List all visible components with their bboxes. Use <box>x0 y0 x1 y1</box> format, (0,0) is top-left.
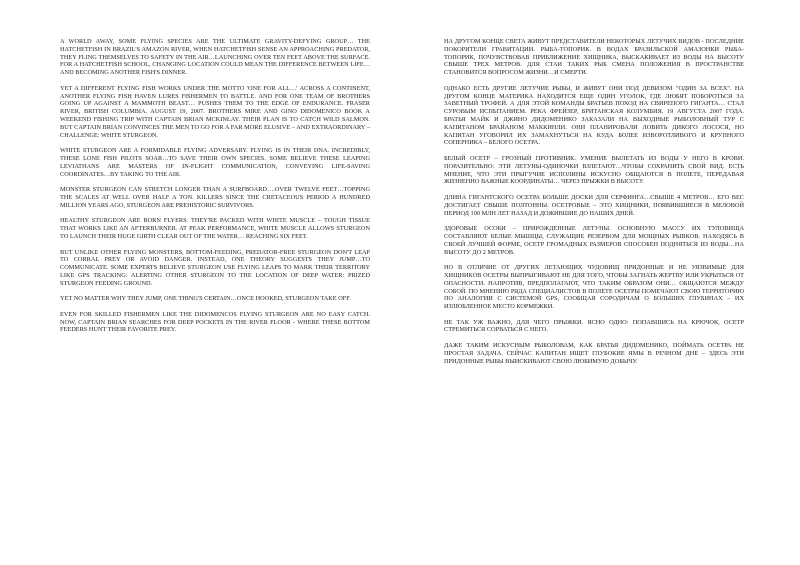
russian-paragraph: ДАЖЕ ТАКИМ ИСКУСНЫМ РЫБОЛОВАМ, КАК БРАТЬЯ ДИДОМЕНИКО, ПОЙМАТЬ ОСЕТРА НЕ ПРОСТАЯ ЗАДАЧА. СЕЙЧАС КАПИТАН ИЩЕТ ГЛУБОКИЕ ЯМЫ В РЕЧНОМ ДНЕ – ЗДЕСЬ ЭТИ ПРИДОННЫЕ РЫБЫ ВЫИСКИВАЮТ СВОЮ ЛЮБИМУЮ ДОБЫЧУ. <box>444 342 744 365</box>
english-paragraph: MONSTER STURGEON CAN STRETCH LONGER THAN A SURFBOARD….OVER TWELVE FEET…TOPPING THE SCALES AT WELL OVER HALF A TON. KILLERS SINCE THE CRETACEOUS PERIOD A HUNDRED MILLION YEARS AGO, STURGEON ARE PREHISTORIC SURVIVORS. <box>60 186 370 209</box>
russian-column <box>444 38 744 373</box>
english-paragraph: HEALTHY STURGEON ARE BORN FLYERS. THEY'RE PACKED WITH WHITE MUSCLE – TOUGH TISSUE THAT WORKS LIKE AN AFTERBURNER. AT PEAK PERFORMANCE, WHITE MUSCLE ALLOWS STURGEON TO LAUNCH THEIR HUGE GIRTH CLEAR OUT OF THE WATER… REACHING SIX FEET. <box>60 217 370 240</box>
russian-paragraph: ДЛИНА ГИГАНТСКОГО ОСЕТРА БОЛЬШЕ ДОСКИ ДЛЯ СЕРФИНГА…СВЫШЕ 4 МЕТРОВ… ЕГО ВЕС ДОСТИГАЕТ СВЫШЕ ПОЛТОННЫ. ОСЕТРОВЫЕ – ЭТО ХИЩНИКИ, ПОЯВИВШИЕСЯ В МЕЛОВОЙ ПЕРИОД 100 МЛН ЛЕТ НАЗАД И ДОЖИВШИЕ ДО НАШИХ ДНЕЙ. <box>444 193 744 217</box>
english-paragraph: WHITE STURGEON ARE A FORMIDABLE FLYING ADVERSARY. FLYING IS IN THEIR DNA. INCREDIBLY, THESE LONE FISH PILOTS SOAR…TO SAVE THEIR OWN SPECIES. SOME BELIEVE THESE LEAPING LEVIATHANS ARE MASTERS OF IN-FLIGHT COMMUNICATION, CONVEYING LIFE-SAVING COORDINATES…BY TAKING TO THE AIR. <box>60 147 370 178</box>
english-paragraph: YET NO MATTER WHY THEY JUMP, ONE THING'S CERTAIN…ONCE HOOKED, STURGEON TAKE OFF. <box>60 295 351 303</box>
russian-paragraph: НО В ОТЛИЧИЕ ОТ ДРУГИХ ЛЕТАЮЩИХ ЧУДОВИЩ ПРИДОННЫЕ И НЕ УЯЗВИМЫЕ ДЛЯ ХИЩНИКОВ ОСЕТРЫ ВЫПРЫГИВАЮТ НЕ ДЛЯ ТОГО, ЧТОБЫ ЗАГНАТЬ ЖЕРТВУ ИЛИ УКРЫТЬСЯ ОТ ОПАСНОСТИ. НАПРОТИВ, ПРЕДПОЛАГАЮТ, ЧТО ТАКИМ ОБРАЗОМ ОНИ… ОБЩАЮТСЯ МЕЖДУ СОБОЙ. ПО МНЕНИЮ РЯДА СПЕЦИАЛИСТОВ В ПОЛЕТЕ ОСЕТРЫ ПОМЕЧАЮТ СВОЮ ТЕРРИТОРИЮ ПО АНАЛОГИИ С СИСТЕМОЙ GPS, СООБЩАЯ СОРОДИЧАМ О БОЛЬШИХ ГЛУБИНАХ – ИХ ИЗЛЮБЛЕННОЕ МЕСТО КОРМЕЖКИ. <box>444 264 744 311</box>
russian-paragraph: ОДНАКО ЕСТЬ ДРУГИЕ ЛЕТУЧИЕ РЫБЫ, И ЖИВУТ ОНИ ПОД ДЕВИЗОМ "ОДИН ЗА ВСЕХ". НА ДРУГОМ КОНЦЕ МАТЕРИКА НАХОДИТСЯ ЕЩЕ ОДИН УГОЛОК, ГДЕ ЛЮБЯТ ПОБОРОТЬСЯ ЗА ЗАВЕТНЫЙ ТРОФЕЙ. А ДЛЯ ЭТОЙ КОМАНДЫ БРАТЬЕВ ПОХОД НА СВИРЕПОГО ГИГАНТА… СТАЛ СУРОВЫМ ИСПЫТАНИЕМ. РЕКА ФРЕЙЗЕР, БРИТАНСКАЯ КОЛУМБИЯ. 19 АВГУСТА 2007 ГОДА. БРАТЬЯ МАЙК И ДЖИНО ДИДОМЕНИКО ЗАКАЗАЛИ НА ВЫХОДНЫЕ РЫБОЛОВНЫЙ ТУР С КАПИТАНОМ БРАЙАНОМ МАККИНЛИ. ОНИ ПЛАНИРОВАЛИ ЛОВИТЬ ДИКОГО ЛОСОСЯ, НО КАПИТАН УГОВОРИЛ ИХ ЗАМАХНУТЬСЯ НА КУДА БОЛЕЕ ИЗВОРОТЛИВОГО И КРУПНОГО СОПЕРНИКА – БЕЛОГО ОСЕТРА. <box>444 84 744 147</box>
english-paragraph: A WORLD AWAY, SOME FLYING SPECIES ARE THE ULTIMATE GRAVITY-DEFYING GROUP… THE HATCHETFISH IN BRAZIL'S AMAZON RIVER, WHEN HATCHETFISH SENSE AN APPROACHING PREDATOR, THEY FLING THEMSELVES TO SAFETY IN THE AIR…LAUNCHING OVER TEN FEET ABOVE THE SURFACE. FOR A HATCHETFISH SCHOOL, CHANGING LOCATION COULD MEAN THE DIFFERENCE BETWEEN LIFE…AND BECOMING ANOTHER FISH'S DINNER. <box>60 38 370 77</box>
russian-paragraph: ЗДОРОВЫЕ ОСОБИ – ПРИРОЖДЕННЫЕ ЛЕТУНЫ. ОСНОВНУЮ МАССУ ИХ ТУЛОВИЩА СОСТАВЛЯЮТ БЕЛЫЕ МЫШЦЫ, СЛУЖАЩИЕ РЕЗЕРВОМ ДЛЯ МОЩНЫХ РЫВКОВ. НАХОДЯСЬ В СВОЕЙ ЛУЧШЕЙ ФОРМЕ, ОСЕТР ГРОМАДНЫХ РАЗМЕРОВ СПОСОБЕН ПОДНЯТЬСЯ ИЗ ВОДЫ…НА ВЫСОТУ ДО 2 МЕТРОВ. <box>444 225 744 256</box>
english-column <box>60 38 370 342</box>
russian-paragraph: НЕ ТАК УЖ ВАЖНО, ДЛЯ ЧЕГО ПРЫЖКИ. ЯСНО ОДНО: ПОПАВШИСЬ НА КРЮЧОК, ОСЕТР СТРЕМИТЬСЯ СОРВАТЬСЯ С НЕГО. <box>444 318 744 334</box>
russian-paragraph: НА ДРУГОМ КОНЦЕ СВЕТА ЖИВУТ ПРЕДСТАВИТЕЛИ НЕКОТОРЫХ ЛЕТУЧИХ ВИДОВ - ПОСЛЕДНИЕ ПОКОРИТЕЛИ ГРАВИТАЦИИ. РЫБА-ТОПОРИК. В ВОДАХ БРАЗИЛЬСКОЙ АМАЗОНКИ РЫБА-ТОПОРИК, ПОЧУВСТВОВАВ ПРИБЛИЖЕНИЕ ХИЩНИКА, ВЫСКАКИВАЕТ ИЗ ВОДЫ НА ВЫСОТУ СВЫШЕ ТРЕХ МЕТРОВ. ДЛЯ СТАИ ТАКИХ РЫБ СМЕНА ПОЛОЖЕНИЯ В ПРОСТРАНСТВЕ СТАНОВИТСЯ ВОПРОСОМ ЖИЗНИ…И СМЕРТИ. <box>444 38 744 77</box>
english-paragraph: YET A DIFFERENT FLYING FISH WORKS UNDER THE MOTTO 'ONE FOR ALL…' ACROSS A CONTINENT, ANOTHER FLYING FISH HAVEN LURES FISHERMEN TO BATTLE. AND FOR ONE TEAM OF BROTHERS GOING UP AGAINST A MAMMOTH BEAST… PUSHES THEM TO THE EDGE OF ENDURANCE. FRASER RIVER, BRITISH COLUMBIA. AUGUST 19, 2007. BROTHERS MIKE AND GINO DIDOMENICO BOOK A WEEKEND FISHING TRIP WITH CAPTAIN BRIAN MCKINLAY. THEIR PLAN IS TO CATCH WILD SALMON. BUT CAPTAIN BRIAN CONVINCES THE MEN TO GO FOR A FAR MORE ELUSIVE – AND EXTRAORDINARY – CHALLENGE: WHITE STURGEON. <box>60 84 370 139</box>
english-paragraph: BUT UNLIKE OTHER FLYING MONSTERS, BOTTOM-FEEDING, PREDATOR-FREE STURGEON DON'T LEAP TO CORRAL PREY OR AVOID DANGER. INSTEAD, ONE THEORY SUGGESTS THEY JUMP…TO COMMUNICATE. SOME EXPERTS BELIEVE STURGEON USE FLYING LEAPS TO MARK THEIR TERRITORY LIKE GPS TRACKING: ALERTING OTHER STURGEON TO THE LOCATION OF DEEP WATER: PRIZED STURGEON FEEDING GROUND. <box>60 248 370 287</box>
russian-paragraph: БЕЛЫЙ ОСЕТР – ГРОЗНЫЙ ПРОТИВНИК. УМЕНИЕ ВЫЛЕТАТЬ ИЗ ВОДЫ У НЕГО В КРОВИ. ПОРАЗИТЕЛЬНО: ЭТИ ЛЕТУНЫ-ОДИНОЧКИ ВЗЛЕТАЮТ…ЧТОБЫ СОХРАНИТЬ СВОЙ ВИД. ЕСТЬ МНЕНИЕ, ЧТО ЭТИ ПРЫГУЧИЕ ИСПОЛИНЫ ИСКУСНО ОБЩАЮТСЯ В ПОЛЕТЕ, ПЕРЕДАВАЯ ЖИЗНЕННО ВАЖНЫЕ КООРДИНАТЫ… ЧЕРЕЗ ПРЫЖКИ В ВЫСОТУ. <box>444 154 744 186</box>
english-paragraph: EVEN FOR SKILLED FISHERMEN LIKE THE DIDOMENCOS FLYING STURGEON ARE NO EASY CATCH. NOW, CAPTAIN BRIAN SEARCHES FOR DEEP POCKETS IN THE RIVER FLOOR - WHERE THESE BOTTOM FEEDERS HUNT THEIR FAVORITE PREY. <box>60 310 370 334</box>
